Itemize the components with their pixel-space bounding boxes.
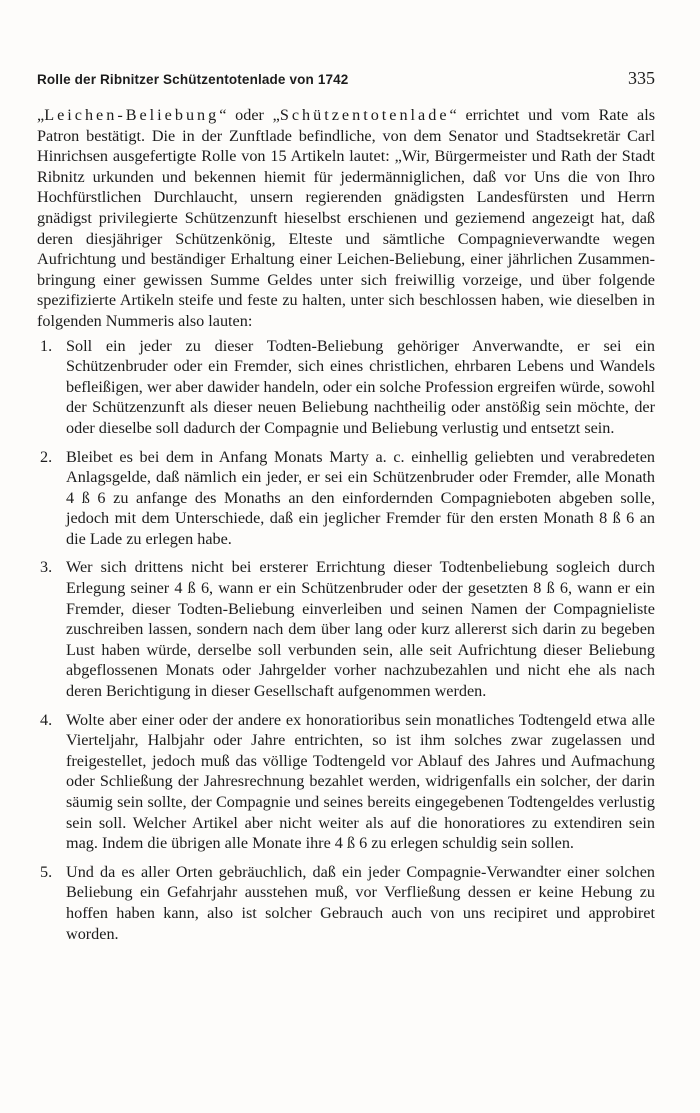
intro-text: “ errichtet und vom Rate als Patron bestätigt. Die in der Zunftlade befindliche, von dem Senator und Stadtsekretär Carl Hinrichsen ausgefertigte Rolle von 15 Artikeln lautet: „Wir, Bürgermeister und Rath der Stadt Ribnitz urkunden und bekennen hiemit für jedermänniglichen, daß vor Uns die von Ihro Hochfürstlichen Durchlaucht, unsern regierenden gnädigsten Landesfürsten und Herrn gnädigst privilegierte Schützenzunft hieselbst erschienen und geziemend angezeigt hat, daß deren diesjähriger Schützenkönig, Elteste und sämtliche Compagnieverwandte wegen Aufrichtung und beständiger Erhaltung einer Leichen-Beliebung, einer jährlichen Zusammenbringung einer gewissen Summe Geldes unter sich freiwillig vorzeige, und über folgende spezifizierte Artikeln steife und feste zu halten, unter sich beschlossen haben, wie dieselben in folgenden Nummeris also lauten:	[37, 106, 656, 330]
article-number: 5.	[40, 862, 53, 881]
page-number: 335	[628, 68, 655, 88]
running-head	[37, 68, 655, 92]
article-number: 1.	[40, 336, 53, 355]
spaced-term-schuetzentotenlade: Schützentotenlade	[279, 106, 450, 124]
intro-paragraph	[37, 105, 655, 332]
running-title: Rolle der Ribnitzer Schützentotenlade von 1742	[37, 72, 349, 87]
article-item	[37, 336, 655, 439]
article-text: Und da es aller Orten gebräuchlich, daß ein jeder Compagnie-Verwandter einer solchen Beliebung ein Gefahrjahr ausstehen muß, vor Verfließung dessen er keine Hebung zu hoffen haben kann, also ist solcher Gebrauch auch von uns recipiret und approbiret worden.	[66, 862, 655, 943]
article-item	[37, 710, 655, 854]
article-text: Bleibet es bei dem in Anfang Monats Marty a. c. einhellig geliebten und verabredeten Anlagsgelde, daß nämlich ein jeder, er sei ein Schützenbruder oder Fremder, alle Monath 4 ß 6 zu anfange des Monaths an den einfordernden Compagnieboten abgeben solle, jedoch mit dem Unterschiede, daß ein jeglicher Fremder für den ersten Monath 8 ß 6 an die Lade zu erlegen habe.	[66, 447, 655, 548]
article-item	[37, 862, 655, 944]
article-item	[37, 557, 655, 701]
body-text	[37, 105, 655, 952]
intro-quote-close: “ oder „	[219, 106, 280, 124]
article-number: 4.	[40, 710, 53, 729]
article-number: 2.	[40, 447, 53, 466]
article-item	[37, 447, 655, 550]
intro-quote-open: „	[37, 106, 45, 124]
article-text: Soll ein jeder zu dieser Todten-Beliebung gehöriger Anverwandte, er sei ein Schützenbruder oder ein Fremder, sich eines christlichen, ehrbaren Lebens und Wandels befleißigen, wer aber dawider handeln, oder ein solche Profession ergreifen würde, sowohl der Schützenzunft als dieser neuen Beliebung nachtheilig oder anstößig sein möchte, der oder dieselbe soll dadurch der Compagnie und Beliebung verlustig und entsetzt sein.	[66, 336, 655, 437]
spaced-term-leichen-beliebung: Leichen-Beliebung	[44, 106, 220, 124]
article-text: Wer sich drittens nicht bei ersterer Errichtung dieser Todtenbeliebung sogleich durch Erlegung seiner 4 ß 6, wann er ein Schützenbruder oder der gesetzten 8 ß 6, wann er ein Fremder, dieser Todten-Beliebung einverleiben und seinen Namen der Compagnieliste zuschreiben lassen, sondern nach dem über lang oder kurz allererst sich darin zu begeben Lust haben würde, derselbe soll verbunden sein, alle seit Aufrichtung dieser Beliebung abgeflossenen Monats oder Jahrgelder vorher nachzubezahlen und nicht ehe als nach deren Berichtigung in dieser Gesellschaft aufgenommen werden.	[66, 558, 655, 701]
article-list	[37, 336, 655, 945]
article-text: Wolte aber einer oder der andere ex honoratioribus sein monatliches Todtengeld etwa alle Vierteljahr, Halbjahr oder Jahre entrichten, so ist ihm solches zwar zugelassen und freigestellet, jedoch muß das völlige Todtengeld vor Ablauf des Jahres und Aufmachung oder Schließung der Jahresrechnung bezahlet werden, widrigenfalls ein solcher, der darin säumig sein sollte, der Compagnie und seines bereits eingegebenen Todtengeldes verlustig sein soll. Welcher Artikel aber nicht weiter als auf die honoratiores zu extendiren sein mag. Indem die übrigen alle Monate ihre 4 ß 6 zu erlegen schuldig sein sollen.	[66, 710, 655, 853]
article-number: 3.	[40, 558, 53, 577]
